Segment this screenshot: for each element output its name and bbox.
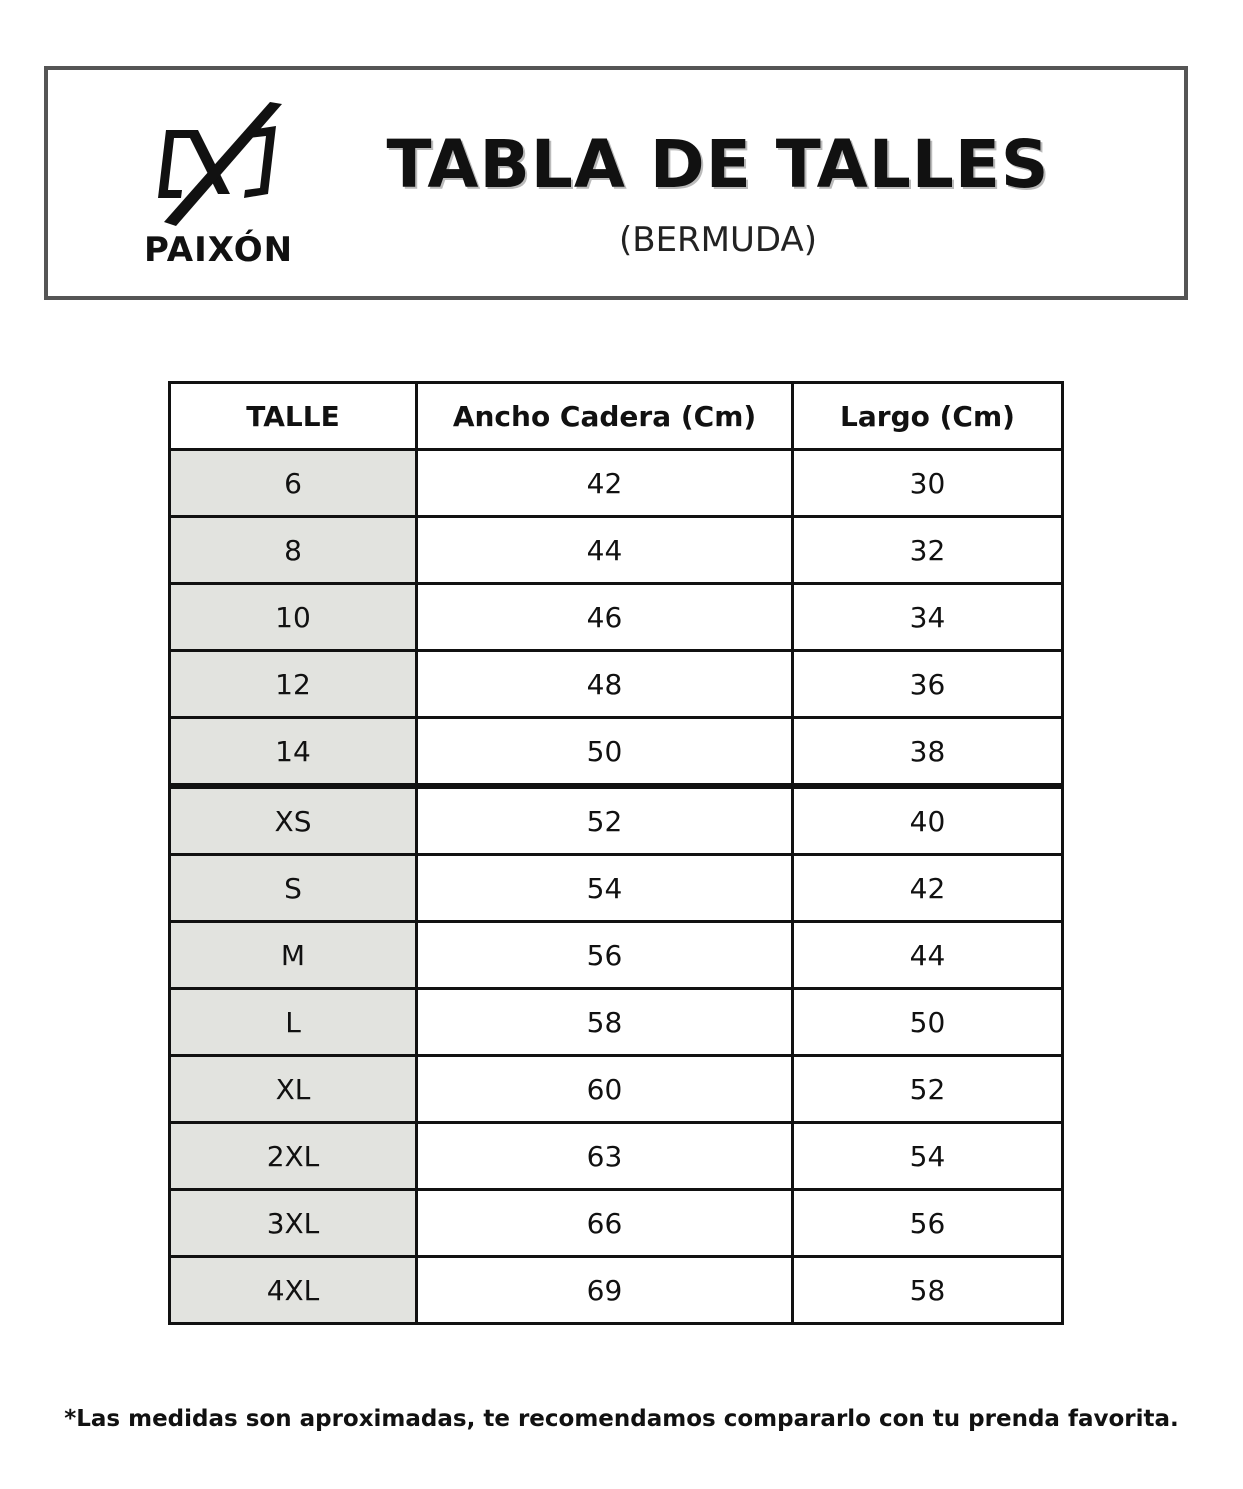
size-cell: 2XL — [170, 1123, 417, 1190]
size-table — [168, 381, 1064, 1325]
table-row — [170, 1257, 1063, 1324]
size-cell: L — [170, 989, 417, 1056]
length-cell: 40 — [793, 786, 1063, 855]
length-cell: 54 — [793, 1123, 1063, 1190]
hip-width-cell: 44 — [417, 517, 793, 584]
size-cell: XS — [170, 786, 417, 855]
size-cell: 6 — [170, 450, 417, 517]
hip-width-cell: 63 — [417, 1123, 793, 1190]
size-cell: 3XL — [170, 1190, 417, 1257]
hip-width-cell: 52 — [417, 786, 793, 855]
column-header-talle: TALLE — [170, 383, 417, 450]
size-cell: 8 — [170, 517, 417, 584]
length-cell: 36 — [793, 651, 1063, 718]
length-cell: 52 — [793, 1056, 1063, 1123]
size-cell: 4XL — [170, 1257, 417, 1324]
page-subtitle: (BERMUDA) — [618, 220, 818, 260]
size-cell: 14 — [170, 718, 417, 787]
size-cell: 10 — [170, 584, 417, 651]
table-row — [170, 1123, 1063, 1190]
table-row — [170, 450, 1063, 517]
column-header-ancho-cadera: Ancho Cadera (Cm) — [417, 383, 793, 450]
table-row — [170, 989, 1063, 1056]
brand-name: PAIXÓN — [144, 230, 294, 270]
hip-width-cell: 48 — [417, 651, 793, 718]
hip-width-cell: 46 — [417, 584, 793, 651]
length-cell: 42 — [793, 855, 1063, 922]
table-row — [170, 1056, 1063, 1123]
table-row — [170, 651, 1063, 718]
length-cell: 58 — [793, 1257, 1063, 1324]
brand-logo — [144, 98, 294, 278]
size-cell: XL — [170, 1056, 417, 1123]
table-row — [170, 855, 1063, 922]
table-row — [170, 584, 1063, 651]
length-cell: 56 — [793, 1190, 1063, 1257]
page-title: TABLA DE TALLES — [386, 126, 1050, 203]
hip-width-cell: 60 — [417, 1056, 793, 1123]
hip-width-cell: 66 — [417, 1190, 793, 1257]
column-header-largo: Largo (Cm) — [793, 383, 1063, 450]
hip-width-cell: 42 — [417, 450, 793, 517]
header-box — [44, 66, 1188, 300]
hip-width-cell: 58 — [417, 989, 793, 1056]
length-cell: 38 — [793, 718, 1063, 787]
length-cell: 30 — [793, 450, 1063, 517]
table-row — [170, 786, 1063, 855]
length-cell: 44 — [793, 922, 1063, 989]
table-header-row — [170, 383, 1063, 450]
length-cell: 32 — [793, 517, 1063, 584]
hip-width-cell: 69 — [417, 1257, 793, 1324]
table-row — [170, 1190, 1063, 1257]
length-cell: 50 — [793, 989, 1063, 1056]
hip-width-cell: 54 — [417, 855, 793, 922]
hip-width-cell: 56 — [417, 922, 793, 989]
table-row — [170, 718, 1063, 787]
table-row — [170, 922, 1063, 989]
x-bracket-logo-icon — [152, 102, 282, 232]
footnote: *Las medidas son aproximadas, te recomendamos compararlo con tu prenda favorita. — [64, 1406, 1179, 1432]
hip-width-cell: 50 — [417, 718, 793, 787]
size-cell: S — [170, 855, 417, 922]
size-cell: M — [170, 922, 417, 989]
length-cell: 34 — [793, 584, 1063, 651]
table-row — [170, 517, 1063, 584]
size-cell: 12 — [170, 651, 417, 718]
